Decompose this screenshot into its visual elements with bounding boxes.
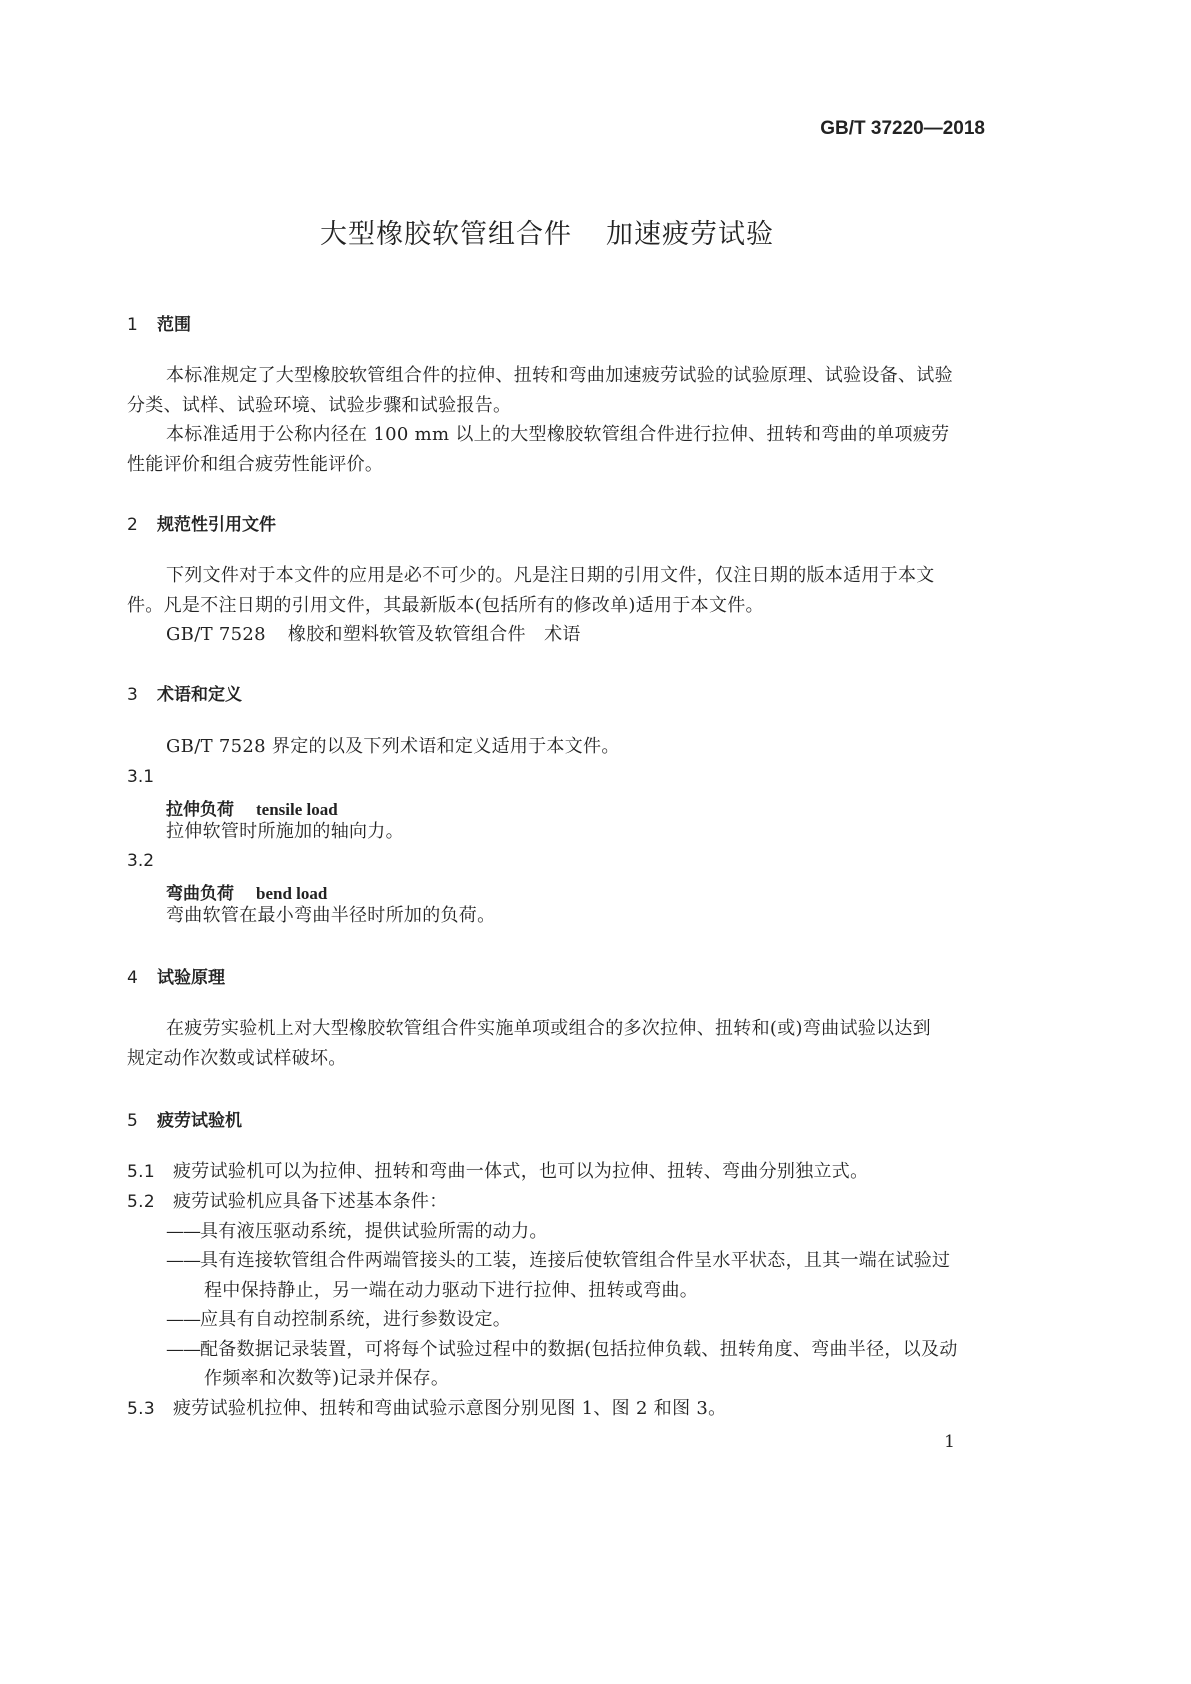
term-en: tensile load: [256, 800, 338, 819]
section-5-heading: 5 疲劳试验机: [127, 1111, 242, 1131]
s4-para1-line2: 规定动作次数或试样破坏。: [127, 1048, 347, 1069]
bullet-item: ——配备数据记录装置，可将每个试验过程中的数据(包括拉伸负载、扭转角度、弯曲半径，以及动: [166, 1339, 958, 1360]
s3-intro: GB/T 7528 界定的以及下列术语和定义适用于本文件。: [166, 736, 620, 757]
section-2-title: 规范性引用文件: [157, 515, 276, 535]
clause-5-1: 5.1 疲劳试验机可以为拉伸、扭转和弯曲一体式，也可以为拉伸、扭转、弯曲分别独立式。: [127, 1161, 869, 1182]
s1-para1-line1: 本标准规定了大型橡胶软管组合件的拉伸、扭转和弯曲加速疲劳试验的试验原理、试验设备、试验: [166, 365, 953, 386]
bullet-item: ——应具有自动控制系统，进行参数设定。: [166, 1309, 512, 1330]
page-number: 1: [944, 1432, 955, 1452]
term-zh: 拉伸负荷: [166, 800, 234, 820]
term-number: 3.1: [127, 767, 155, 787]
ref-title: 橡胶和塑料软管及软管组合件 术语: [287, 624, 581, 645]
normative-reference: [166, 620, 581, 650]
s1-para1-line2: 分类、试样、试验环境、试验步骤和试验报告。: [127, 395, 512, 416]
bullet-continuation: 程中保持静止，另一端在动力驱动下进行拉伸、扭转或弯曲。: [204, 1280, 699, 1301]
section-4-title: 试验原理: [157, 968, 225, 988]
document-title: [320, 212, 774, 251]
section-1-title: 范围: [157, 315, 191, 335]
s2-para1-line1: 下列文件对于本文件的应用是必不可少的。凡是注日期的引用文件，仅注日期的版本适用于本文: [166, 565, 935, 586]
clause-5-3: 5.3 疲劳试验机拉伸、扭转和弯曲试验示意图分别见图 1、图 2 和图 3。: [127, 1398, 727, 1419]
s4-para1-line1: 在疲劳实验机上对大型橡胶软管组合件实施单项或组合的多次拉伸、扭转和(或)弯曲试验以达到: [166, 1018, 931, 1039]
s1-para2-line2: 性能评价和组合疲劳性能评价。: [127, 454, 384, 475]
section-4-heading: 4 试验原理: [127, 968, 225, 988]
section-1-heading: 1 范围: [127, 315, 191, 335]
clause-5-2: 5.2 疲劳试验机应具备下述基本条件：: [127, 1191, 448, 1212]
ref-code: GB/T 7528: [166, 624, 266, 645]
s2-para1-line2: 件。凡是不注日期的引用文件，其最新版本(包括所有的修改单)适用于本文件。: [127, 595, 764, 616]
term-definition: 拉伸软管时所施加的轴向力。: [166, 821, 404, 842]
bullet-continuation: 作频率和次数等)记录并保存。: [204, 1368, 450, 1389]
bullet-item: ——具有连接软管组合件两端管接头的工装，连接后使软管组合件呈水平状态，且其一端在试验过: [166, 1250, 951, 1271]
section-5-title: 疲劳试验机: [157, 1111, 242, 1131]
bullet-item: ——具有液压驱动系统，提供试验所需的动力。: [166, 1221, 548, 1242]
term-definition: 弯曲软管在最小弯曲半径时所加的负荷。: [166, 905, 496, 926]
term-en: bend load: [256, 884, 328, 903]
term-number: 3.2: [127, 851, 155, 871]
section-3-heading: 3 术语和定义: [127, 685, 242, 705]
title-main: 大型橡胶软管组合件: [320, 219, 572, 250]
title-sub: 加速疲劳试验: [606, 219, 774, 250]
term-zh: 弯曲负荷: [166, 884, 234, 904]
s1-para2-line1: 本标准适用于公称内径在 100 mm 以上的大型橡胶软管组合件进行拉伸、扭转和弯曲的单项疲劳: [166, 424, 950, 445]
section-3-title: 术语和定义: [157, 685, 242, 705]
standard-code: GB/T 37220—2018: [820, 118, 985, 139]
section-2-heading: 2 规范性引用文件: [127, 515, 276, 535]
